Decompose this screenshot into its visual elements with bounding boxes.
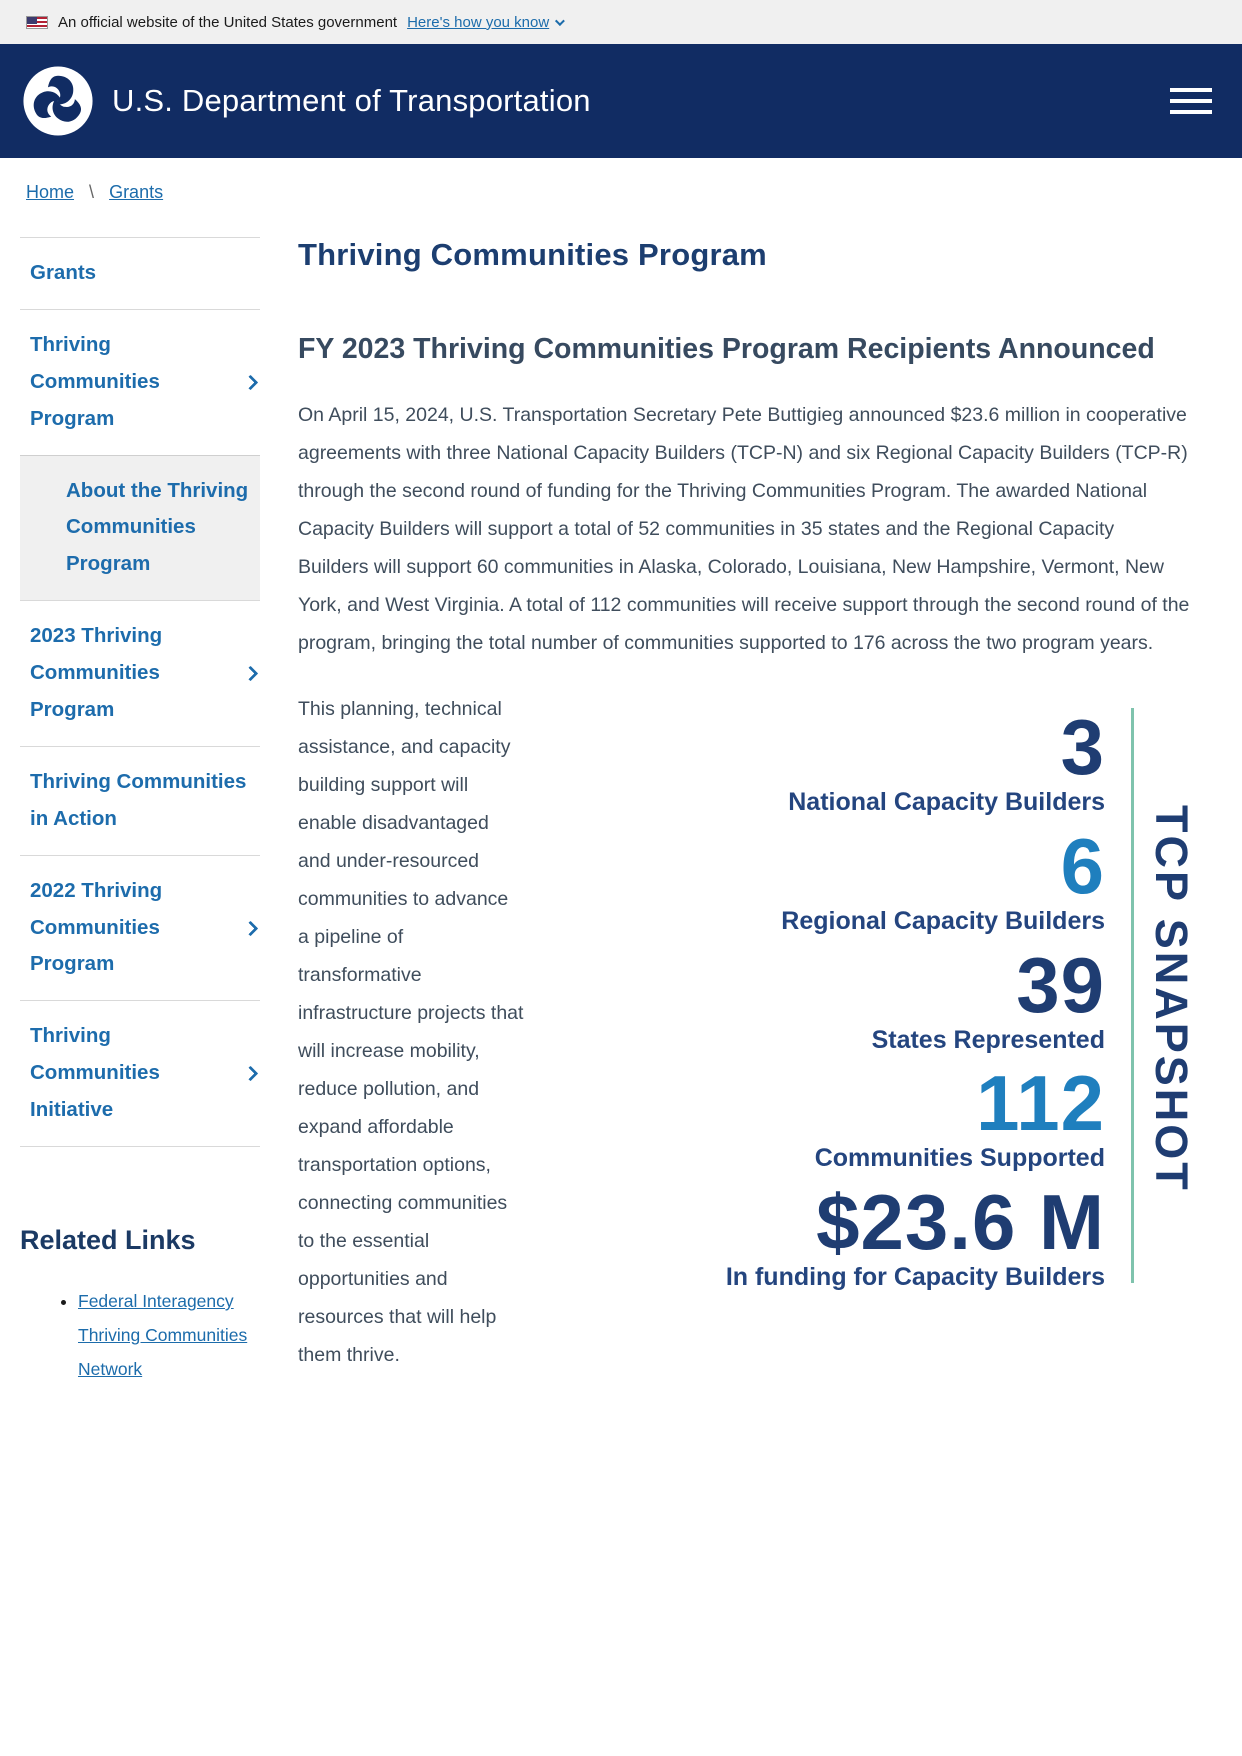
article-paragraph-2-wrap <box>298 690 1197 1374</box>
stat-value: 112 <box>976 1059 1105 1148</box>
stat-national-capacity-builders <box>542 703 1105 819</box>
breadcrumb-separator: \ <box>89 182 95 202</box>
gov-banner <box>0 0 1242 44</box>
dot-logo[interactable] <box>22 65 94 137</box>
stat-communities-supported <box>542 1059 1105 1175</box>
sidebar-item-label[interactable]: About the Thriving Communities Program <box>66 478 249 576</box>
chevron-right-icon <box>243 920 259 936</box>
sidebar <box>20 237 260 1386</box>
stat-label: States Represented <box>871 1025 1105 1054</box>
chevron-right-icon <box>243 374 259 390</box>
menu-hamburger-icon[interactable] <box>1170 88 1212 114</box>
related-links-list <box>78 1284 260 1386</box>
chevron-down-icon <box>555 16 565 26</box>
stat-label: National Capacity Builders <box>788 788 1105 817</box>
tcp-snapshot-infographic <box>542 694 1197 1303</box>
article-paragraph-1: On April 15, 2024, U.S. Transportation Secretary Pete Buttigieg announced $23.6 million in cooperative agreements with three National Capacity Builders (TCP-N) and six Regional Capacity Builders (TCP-R) through the second round of funding for the Thriving Communities Program. The awarded National Capacity Builders will support a total of 52 communities in 35 states and the Regional Capacity Builders will support 60 communities in Alaska, Colorado, Louisiana, New Hampshire, Vermont, New York, and West Virginia. A total of 112 communities will receive support through the second round of the program, bringing the total number of communities supported to 176 across the two program years. <box>298 404 1190 655</box>
article-heading: FY 2023 Thriving Communities Program Recipients Announced <box>298 333 1155 365</box>
breadcrumb <box>0 158 1242 211</box>
sidebar-item-label[interactable]: Thriving Communities Program <box>30 332 160 430</box>
chevron-right-icon <box>243 666 259 682</box>
page-title: Thriving Communities Program <box>298 237 767 272</box>
stat-funding <box>542 1177 1105 1294</box>
stat-value: 39 <box>1016 940 1105 1029</box>
main-content <box>298 237 1197 1374</box>
snapshot-side-label: TCP SNAPSHOT <box>1146 804 1197 1193</box>
stat-label: Regional Capacity Builders <box>781 907 1105 935</box>
gov-banner-text: An official website of the United States government <box>58 13 398 31</box>
stat-value: 3 <box>1060 703 1105 792</box>
related-links-title: Related Links <box>20 1225 196 1256</box>
list-item <box>78 1284 260 1386</box>
stat-regional-capacity-builders <box>542 821 1105 938</box>
sidebar-item-2022-thriving-communities-program[interactable] <box>20 855 260 1001</box>
snapshot-side-label-wrap <box>1134 694 1197 1303</box>
sidebar-item-thriving-communities-in-action[interactable] <box>20 746 260 855</box>
sidebar-nav <box>20 237 260 1147</box>
tcp-snapshot-stats <box>542 694 1131 1303</box>
related-links-section <box>20 1225 260 1386</box>
chevron-right-icon <box>243 1066 259 1082</box>
breadcrumb-grants-link[interactable]: Grants <box>109 182 164 202</box>
stat-label: Communities Supported <box>814 1144 1105 1173</box>
heres-how-you-know-label: Here's how you know <box>407 13 550 31</box>
related-link-federal-interagency-network[interactable]: Federal Interagency Thriving Communities Network <box>78 1291 248 1380</box>
stat-value: 6 <box>1060 821 1105 910</box>
sidebar-item-label[interactable]: Grants <box>30 261 97 284</box>
sidebar-item-2023-thriving-communities-program[interactable] <box>20 600 260 746</box>
stat-value: $23.6 M <box>816 1177 1105 1266</box>
heres-how-you-know-link[interactable] <box>407 14 562 31</box>
sidebar-item-thriving-communities-program[interactable] <box>20 309 260 455</box>
sidebar-item-thriving-communities-initiative[interactable] <box>20 1000 260 1147</box>
breadcrumb-home-link[interactable]: Home <box>26 182 75 202</box>
sidebar-item-label[interactable]: Thriving Communities in Action <box>30 769 247 830</box>
page-layout <box>0 211 1242 1426</box>
sidebar-item-about-the-thriving-communities-program[interactable] <box>20 455 260 601</box>
site-header <box>0 44 1242 158</box>
stat-label: In funding for Capacity Builders <box>725 1262 1105 1291</box>
sidebar-item-grants[interactable] <box>20 237 260 309</box>
site-title: U.S. Department of Transportation <box>112 83 591 118</box>
sidebar-item-label[interactable]: 2022 Thriving Communities Program <box>30 878 163 976</box>
sidebar-item-label[interactable]: Thriving Communities Initiative <box>30 1024 160 1122</box>
stat-states-represented <box>542 940 1105 1057</box>
us-flag-icon <box>26 16 48 29</box>
sidebar-item-label[interactable]: 2023 Thriving Communities Program <box>30 624 163 722</box>
article-paragraph-2: This planning, technical assistance, and capacity building support will enable disadvantaged and under-resourced communities to advance a pipeline of transformative infrastructure projects that will increase mobility, reduce pollution, and expand affordable transportation options, connecting communities to the essential opportunities and resources that will help them thrive. <box>298 698 524 1367</box>
